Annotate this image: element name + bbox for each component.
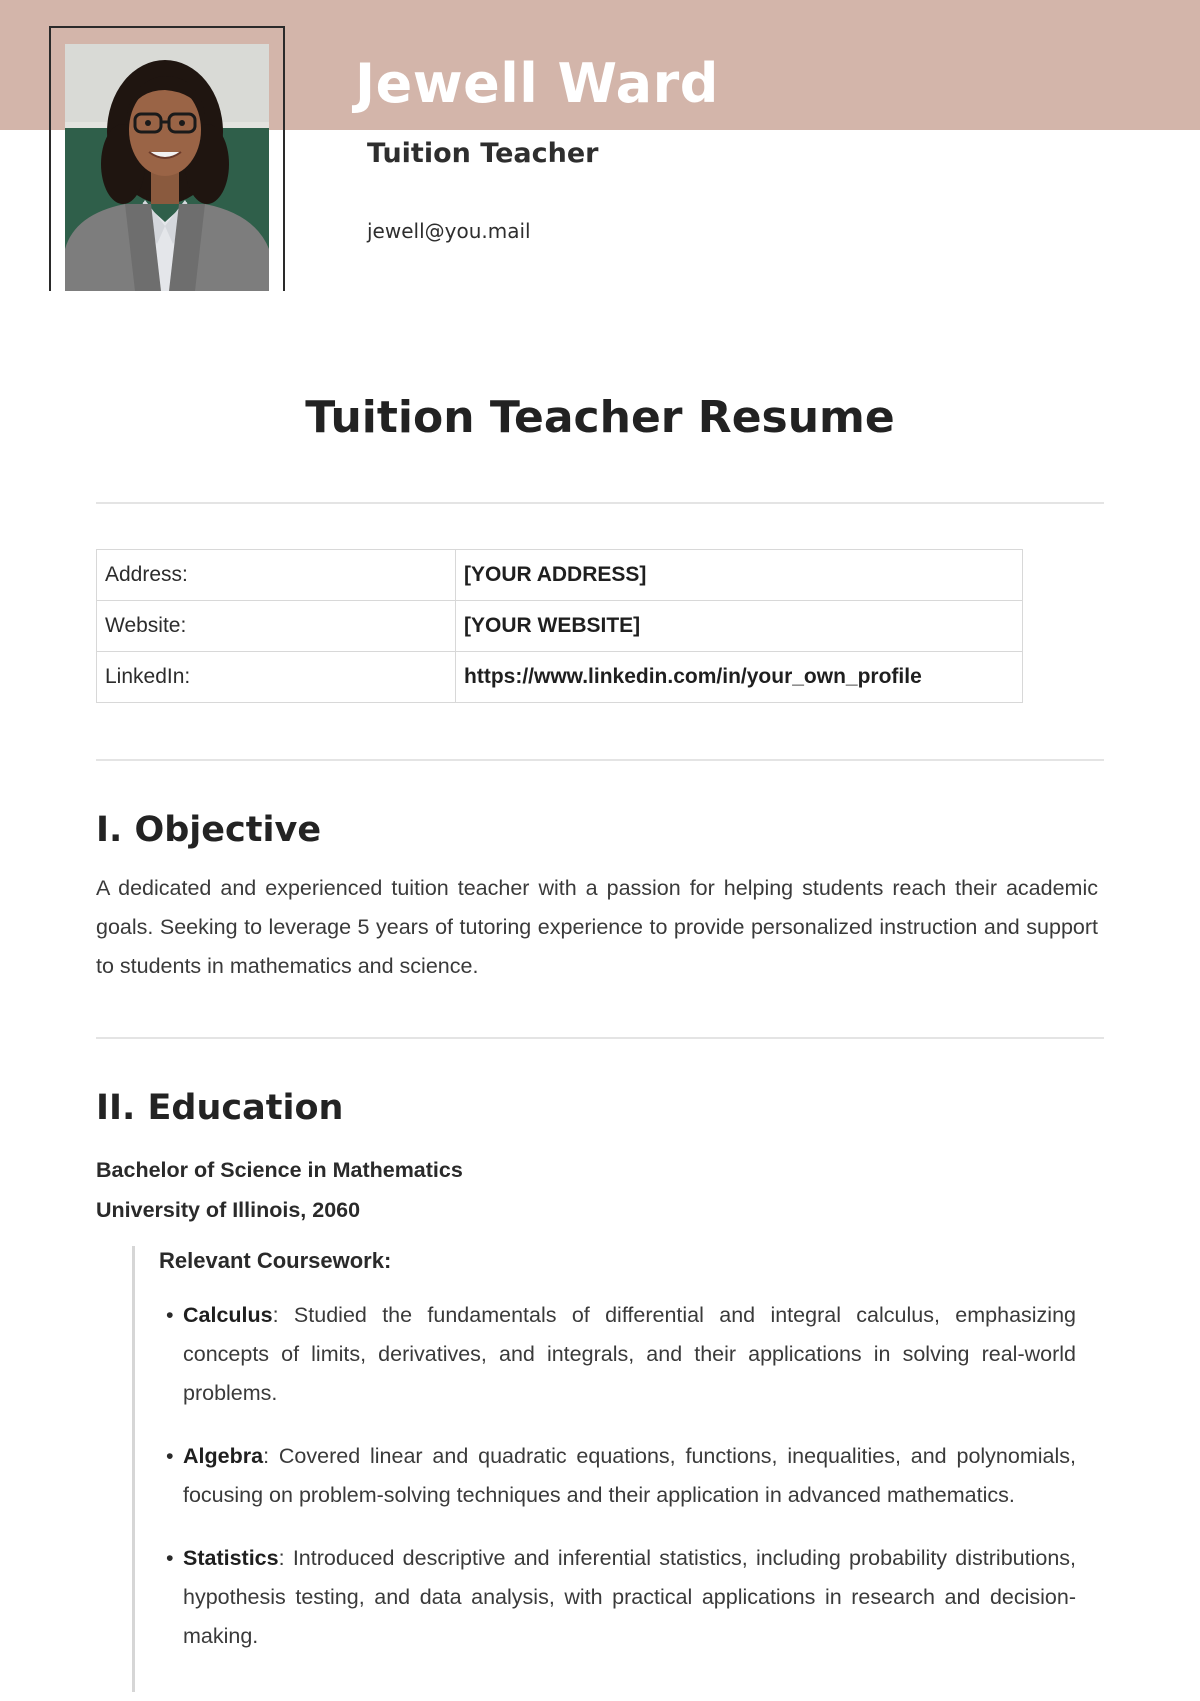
course-term: Algebra	[183, 1444, 264, 1468]
candidate-role: Tuition Teacher	[367, 138, 599, 169]
coursework-heading: Relevant Coursework:	[159, 1248, 392, 1273]
course-description: : Introduced descriptive and inferential statistics, including probability distributions, hypothesis testing, and data analysis, with practical applications in research and decision-making.	[183, 1546, 1076, 1648]
list-item	[166, 1437, 1076, 1515]
contact-label: LinkedIn:	[97, 652, 456, 703]
divider	[96, 1037, 1104, 1039]
bullet: •	[166, 1546, 174, 1570]
divider	[96, 759, 1104, 761]
divider	[96, 502, 1104, 504]
list-item	[166, 1296, 1076, 1413]
objective-text: A dedicated and experienced tuition teacher with a passion for helping students reach their academic goals. Seeking to leverage 5 years of tutoring experience to provide personalized instruction and support to students in mathematics and science.	[96, 876, 1098, 978]
bullet: •	[166, 1444, 174, 1468]
education-heading: II. Education	[96, 1088, 344, 1128]
linkedin-link[interactable]: https://www.linkedin.com/in/your_own_profile	[456, 652, 1023, 703]
bullet: •	[166, 1303, 174, 1327]
document-title: Tuition Teacher Resume	[305, 392, 895, 443]
list-item	[166, 1539, 1076, 1656]
course-term: Statistics	[183, 1546, 279, 1570]
coursework-list	[166, 1296, 1076, 1680]
contact-label: Website:	[97, 601, 456, 652]
coursework-border	[132, 1246, 135, 1692]
table-row	[97, 550, 1023, 601]
degree: Bachelor of Science in Mathematics	[96, 1158, 463, 1182]
contact-label: Address:	[97, 550, 456, 601]
course-description: : Studied the fundamentals of differential and integral calculus, emphasizing concepts of limits, derivatives, and integrals, and their applications in solving real-world problems.	[183, 1303, 1076, 1405]
contact-value: [YOUR ADDRESS]	[456, 550, 1023, 601]
objective-heading: I. Objective	[96, 810, 322, 850]
contact-value: [YOUR WEBSITE]	[456, 601, 1023, 652]
school: University of Illinois, 2060	[96, 1198, 361, 1222]
course-description: : Covered linear and quadratic equations, functions, inequalities, and polynomials, focusing on problem-solving techniques and their application in advanced mathematics.	[183, 1444, 1076, 1507]
candidate-name: Jewell Ward	[355, 52, 719, 115]
course-term: Calculus	[183, 1303, 273, 1327]
table-row	[97, 652, 1023, 703]
contact-table	[96, 549, 1023, 703]
profile-photo	[65, 44, 269, 291]
table-row	[97, 601, 1023, 652]
candidate-email[interactable]: jewell@you.mail	[367, 219, 531, 243]
